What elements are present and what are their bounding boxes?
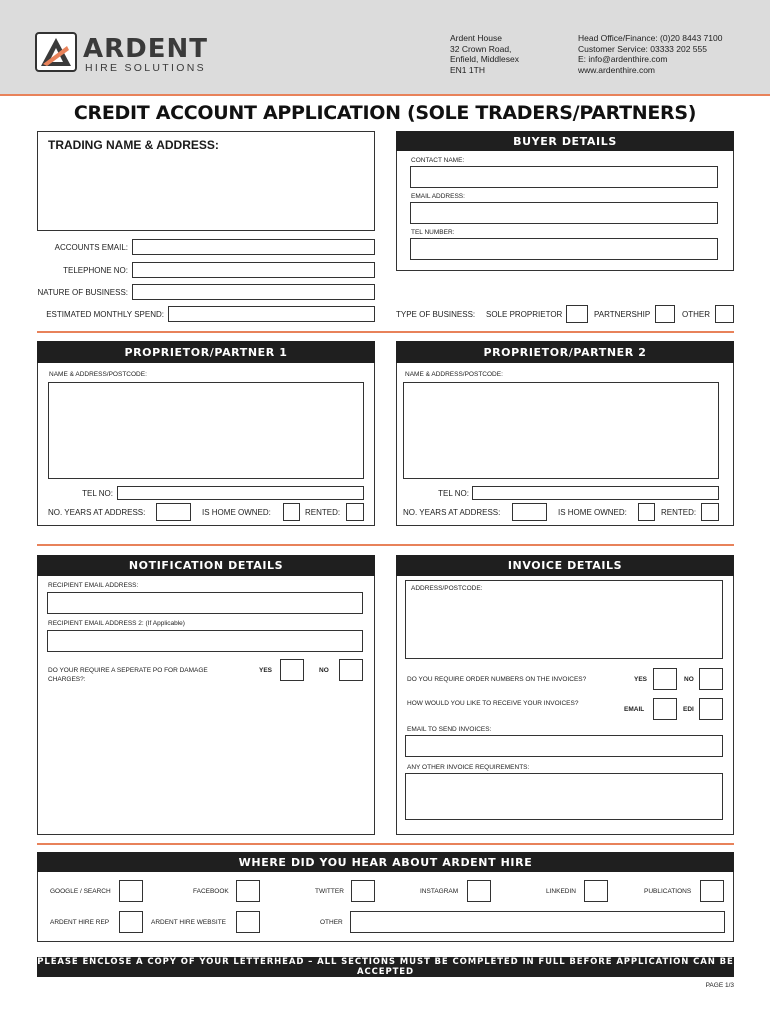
po-yes-checkbox[interactable] [280, 659, 304, 681]
partner2-heading: PROPRIETOR/PARTNER 2 [396, 341, 734, 363]
contact-line: Customer Service: 03333 202 555 [578, 43, 707, 54]
order-yes-label: YES [634, 676, 648, 683]
partner1-home-label: IS HOME OWNED: [202, 508, 271, 517]
partner1-name-label: NAME & ADDRESS/POSTCODE: [49, 371, 147, 378]
other-req-field[interactable] [405, 773, 723, 820]
order-no-label: NO [684, 676, 694, 683]
partner1-rented-checkbox[interactable] [346, 503, 364, 521]
hear-other-field[interactable] [350, 911, 725, 933]
recipient-email-field[interactable] [47, 592, 363, 614]
partner2-tel-label: TEL NO: [438, 489, 469, 498]
telephone-field[interactable] [132, 262, 375, 278]
partner1-home-checkbox[interactable] [283, 503, 300, 521]
twitter-label: TWITTER [315, 888, 344, 895]
email-to-field[interactable] [405, 735, 723, 757]
buyer-heading: BUYER DETAILS [396, 131, 734, 151]
instagram-label: INSTAGRAM [420, 888, 459, 895]
partner1-tel-label: TEL NO: [82, 489, 113, 498]
sole-proprietor-checkbox[interactable] [566, 305, 588, 323]
other-req-label: ANY OTHER INVOICE REQUIREMENTS: [407, 764, 530, 771]
partnership-label: PARTNERSHIP [594, 310, 651, 319]
contact-line: Head Office/Finance: (0)20 8443 7100 [578, 33, 723, 43]
page-title: CREDIT ACCOUNT APPLICATION (SOLE TRADERS/PARTNERS) [73, 102, 697, 124]
partnership-checkbox[interactable] [655, 305, 675, 323]
other-label: OTHER [682, 310, 710, 319]
trading-heading: TRADING NAME & ADDRESS: [48, 138, 219, 152]
address-line: 32 Crown Road, [450, 43, 512, 54]
recipient-email-label: RECIPIENT EMAIL ADDRESS: [48, 582, 139, 589]
sole-proprietor-label: SOLE PROPRIETOR [486, 310, 563, 319]
linkedin-label: LINKEDIN [546, 888, 576, 895]
partner1-years-field[interactable] [156, 503, 191, 521]
accounts-email-field[interactable] [132, 239, 375, 255]
spend-field[interactable] [168, 306, 375, 322]
website-checkbox[interactable] [236, 911, 260, 933]
notification-heading: NOTIFICATION DETAILS [37, 555, 375, 576]
other-checkbox[interactable] [715, 305, 734, 323]
receive-email-label: EMAIL [624, 706, 645, 713]
receive-edi-label: EDI [683, 706, 694, 713]
google-checkbox[interactable] [119, 880, 143, 902]
page-number: PAGE 1/3 [705, 982, 734, 989]
partner2-years-label: NO. YEARS AT ADDRESS: [403, 508, 501, 517]
contact-name-label: CONTACT NAME: [411, 157, 465, 164]
order-yes-checkbox[interactable] [653, 668, 677, 690]
partner2-address-field[interactable] [403, 382, 719, 479]
partner1-address-field[interactable] [48, 382, 364, 479]
contact-name-field[interactable] [410, 166, 718, 188]
recipient-email2-field[interactable] [47, 630, 363, 652]
partner2-home-checkbox[interactable] [638, 503, 655, 521]
partner1-years-label: NO. YEARS AT ADDRESS: [48, 508, 146, 517]
publications-label: PUBLICATIONS [644, 888, 692, 895]
header-divider [0, 94, 770, 96]
buyer-email-label: EMAIL ADDRESS: [411, 193, 465, 200]
order-numbers-question: DO YOU REQUIRE ORDER NUMBERS ON THE INVOICES? [407, 676, 587, 683]
partner1-rented-label: RENTED: [305, 508, 341, 517]
instagram-checkbox[interactable] [467, 880, 491, 902]
company-logo [35, 32, 215, 74]
partner2-name-label: NAME & ADDRESS/POSTCODE: [405, 371, 503, 378]
email-to-label: EMAIL TO SEND INVOICES: [407, 726, 492, 733]
accounts-email-label: ACCOUNTS EMAIL: [54, 243, 128, 252]
partner2-rented-label: RENTED: [661, 508, 697, 517]
po-no-label: NO [319, 667, 329, 674]
buyer-email-field[interactable] [410, 202, 718, 224]
address-line: EN1 1TH [450, 64, 485, 75]
twitter-checkbox[interactable] [351, 880, 375, 902]
business-type-label: TYPE OF BUSINESS: [396, 310, 476, 319]
section-divider [37, 331, 734, 333]
partner2-years-field[interactable] [512, 503, 547, 521]
facebook-label: FACEBOOK [193, 888, 229, 895]
receive-edi-checkbox[interactable] [699, 698, 723, 720]
contact-line: www.ardenthire.com [578, 64, 656, 75]
google-label: GOOGLE / SEARCH [50, 888, 111, 895]
section-divider [37, 544, 734, 546]
company-contacts [578, 33, 722, 75]
receive-email-checkbox[interactable] [653, 698, 677, 720]
publications-checkbox[interactable] [700, 880, 724, 902]
website-label: ARDENT HIRE WEBSITE [151, 919, 227, 926]
contact-line: E: info@ardenthire.com [578, 54, 668, 64]
rep-label: ARDENT HIRE REP [50, 919, 110, 926]
spend-label: ESTIMATED MONTHLY SPEND: [46, 310, 164, 319]
telephone-label: TELEPHONE NO: [63, 266, 128, 275]
po-yes-label: YES [259, 667, 273, 674]
company-address [450, 33, 519, 75]
recipient-email2-label: RECIPIENT EMAIL ADDRESS 2: (If Applicable) [48, 620, 185, 627]
nature-field[interactable] [132, 284, 375, 300]
partner2-home-label: IS HOME OWNED: [558, 508, 627, 517]
tel-number-label: TEL NUMBER: [411, 229, 455, 236]
receive-question: HOW WOULD YOU LIKE TO RECEIVE YOUR INVOICES? [407, 700, 579, 707]
section-divider [37, 843, 734, 845]
linkedin-checkbox[interactable] [584, 880, 608, 902]
footer-notice: PLEASE ENCLOSE A COPY OF YOUR LETTERHEAD – ALL SECTIONS MUST BE COMPLETED IN FULL BEFORE APPLICATION CAN BE ACCEPTED [37, 957, 734, 977]
ardent-a-logo-icon [35, 32, 77, 72]
address-line: Enfield, Middlesex [450, 54, 519, 64]
partner2-rented-checkbox[interactable] [701, 503, 719, 521]
invoice-address-label: ADDRESS/POSTCODE: [411, 585, 483, 592]
hear-other-label: OTHER [320, 919, 343, 926]
order-no-checkbox[interactable] [699, 668, 723, 690]
po-no-checkbox[interactable] [339, 659, 363, 681]
nature-label: NATURE OF BUSINESS: [37, 288, 128, 297]
facebook-checkbox[interactable] [236, 880, 260, 902]
logo-main-text: ARDENT [83, 34, 208, 64]
address-line: Ardent House [450, 33, 502, 43]
partner1-tel-field[interactable] [117, 486, 364, 500]
rep-checkbox[interactable] [119, 911, 143, 933]
po-question-label: DO YOUR REQUIRE A SEPERATE PO FOR DAMAGE CHARGES?: [48, 667, 208, 683]
partner2-tel-field[interactable] [472, 486, 719, 500]
partner1-heading: PROPRIETOR/PARTNER 1 [37, 341, 375, 363]
logo-sub-text: HIRE SOLUTIONS [85, 62, 206, 74]
invoice-heading: INVOICE DETAILS [396, 555, 734, 576]
tel-number-field[interactable] [410, 238, 718, 260]
hear-heading: WHERE DID YOU HEAR ABOUT ARDENT HIRE [37, 852, 734, 872]
